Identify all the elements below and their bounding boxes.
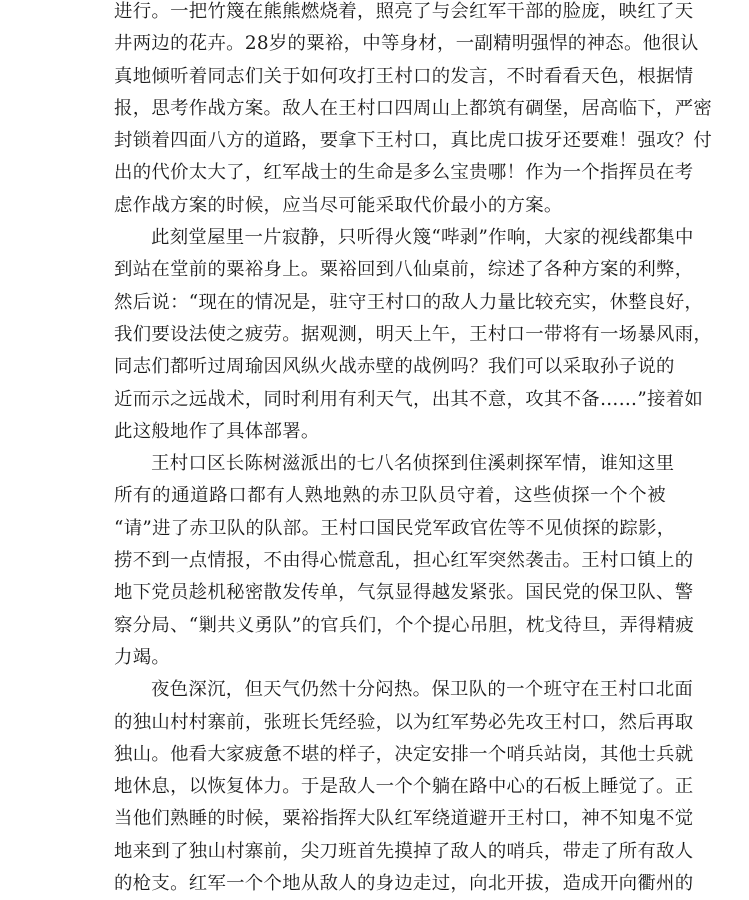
text-line: 井两边的花卉。28岁的粟裕，中等身材，一副精明强悍的神态。他很认 <box>114 33 699 55</box>
paragraph-4 <box>114 674 694 900</box>
text-line: 的独山村村寨前，张班长凭经验，以为红军势必先攻王村口，然后再取 <box>114 711 694 733</box>
text-line: 报，思考作战方案。敌人在王村口四周山上都筑有碉堡，居高临下，严密 <box>114 97 713 119</box>
text-line: 同志们都听过周瑜因风纵火战赤壁的战例吗？我们可以采取孙子说的 <box>114 356 675 378</box>
text-line: “请”进了赤卫队的队部。王村口国民党军政官佐等不见侦探的踪影， <box>114 517 676 539</box>
text-line: 此刻堂屋里一片寂静，只听得火篾“哔剥”作响，大家的视线都集中 <box>151 227 694 249</box>
text-line: 虑作战方案的时候，应当尽可能采取代价最小的方案。 <box>114 194 563 216</box>
text-line: 的枪支。红军一个个地从敌人的身边走过，向北开拔，造成开向衢州的 <box>114 873 694 895</box>
text-line: 力竭。 <box>114 646 171 668</box>
text-line: 进行。一把竹篾在熊熊燃烧着，照亮了与会红军干部的脸庞，映红了天 <box>114 1 694 22</box>
text-line: 当他们熟睡的时候，粟裕指挥大队红军绕道避开王村口，神不知鬼不觉 <box>114 808 694 830</box>
body-text <box>114 0 713 900</box>
text-line: 我们要设法使之疲劳。据观测，明天上午，王村口一带将有一场暴风雨， <box>114 323 713 345</box>
text-line: 近而示之远战术，同时利用有利天气，出其不意，攻其不备……”接着如 <box>114 388 704 410</box>
text-line: 地下党员趁机秘密散发传单，气氛显得越发紧张。国民党的保卫队、警 <box>114 582 694 604</box>
text-line: 察分局、“剿共义勇队”的官兵们，个个提心吊胆，枕戈待旦，弄得精疲 <box>114 614 695 636</box>
text-line: 出的代价太大了，红军战士的生命是多么宝贵哪！作为一个指挥员在考 <box>114 162 694 184</box>
paragraph-1 <box>114 0 713 222</box>
text-line: 夜色深沉，但天气仍然十分闷热。保卫队的一个班守在王村口北面 <box>151 679 694 701</box>
text-line: 封锁着四面八方的道路，要拿下王村口，真比虎口拔牙还要难！强攻？付 <box>114 130 713 152</box>
text-line: 捞不到一点情报，不由得心慌意乱，担心红军突然袭击。王村口镇上的 <box>114 550 694 572</box>
text-line: 地来到了独山村寨前，尖刀班首先摸掉了敌人的哨兵，带走了所有敌人 <box>114 840 694 862</box>
text-line: 真地倾听着同志们关于如何攻打王村口的发言，不时看看天色，根据情 <box>114 65 694 87</box>
text-line: 王村口区长陈树滋派出的七八名侦探到住溪刺探军情，谁知这里 <box>151 453 675 475</box>
text-line: 地休息，以恢复体力。于是敌人一个个躺在路中心的石板上睡觉了。正 <box>114 776 694 798</box>
text-line: 到站在堂前的粟裕身上。粟裕回到八仙桌前，综述了各种方案的利弊， <box>114 259 694 281</box>
text-line: 此这般地作了具体部署。 <box>114 420 320 442</box>
text-line: 所有的通道路口都有人熟地熟的赤卫队员守着，这些侦探一个个被 <box>114 485 666 507</box>
text-line: 然后说：“现在的情况是，驻守王村口的敌人力量比较充实，休整良好， <box>114 291 704 313</box>
paragraph-3 <box>114 448 695 674</box>
text-line: 独山。他看大家疲惫不堪的样子，决定安排一个哨兵站岗，其他士兵就 <box>114 743 694 765</box>
paragraph-2 <box>114 222 713 448</box>
